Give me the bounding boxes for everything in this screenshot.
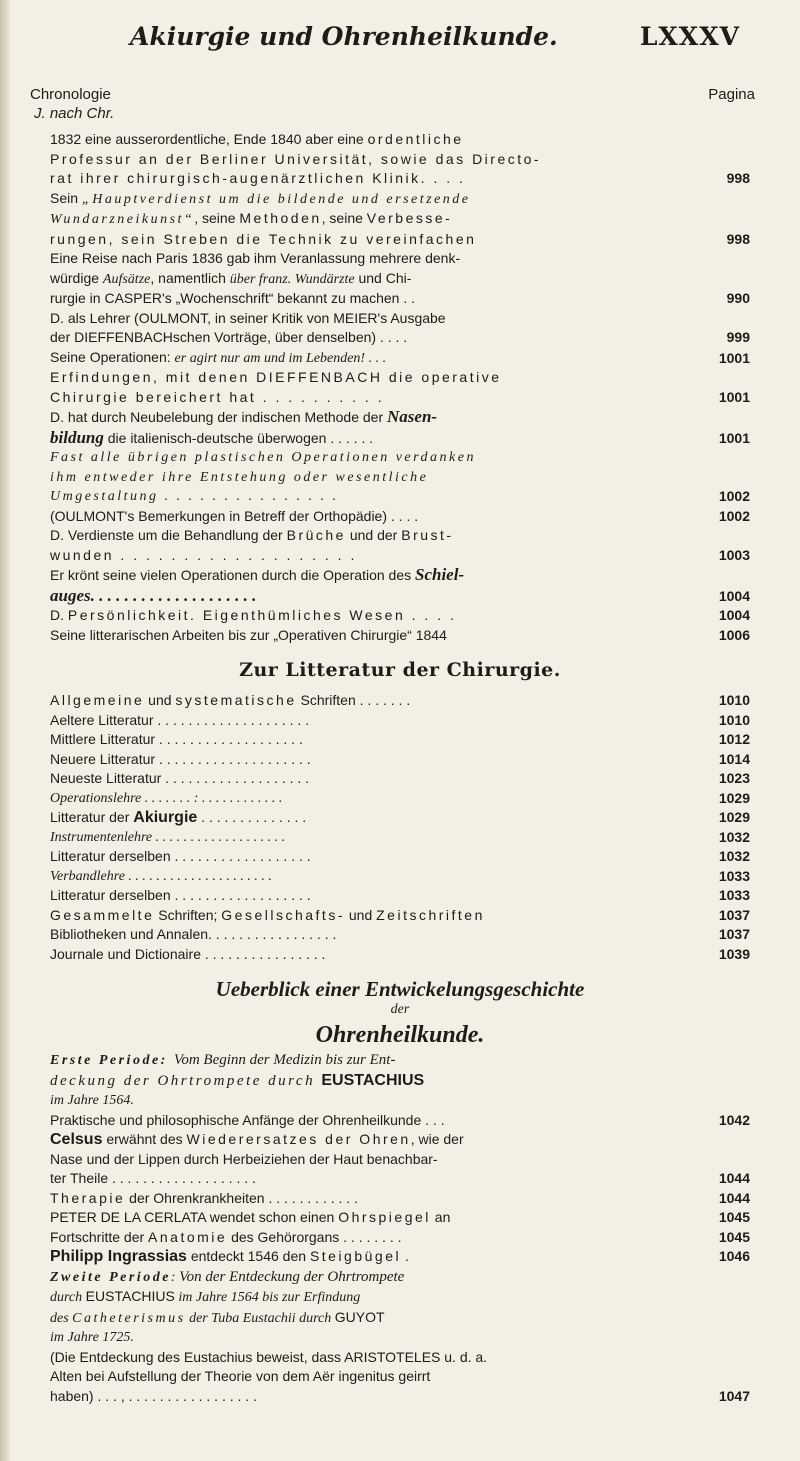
text-span: Litteratur derselben . . . . . . . . . . . . . . . . . . [50,887,311,903]
lit-item [50,789,750,809]
page-ref: 1039 [718,945,750,962]
page-ref: 1046 [718,1248,750,1264]
running-head-title: Akiurgie und Ohrenheilkunde. [130,22,558,51]
text-span: erwähnt des [102,1131,187,1147]
text-span: Zweite Periode [50,1269,171,1285]
text-span: Neuere Litteratur . . . . . . . . . . . . . . . . . . . . [50,750,311,767]
text-span: Eine Reise nach Paris 1836 gab ihm Veranlassung mehrere denk- [50,250,461,266]
toc-entry [50,1050,750,1111]
toc-entry [50,130,750,189]
lit-item [50,711,750,731]
page-ref: 999 [726,329,750,345]
toc-entry [50,448,750,507]
lit-item [50,691,750,711]
text-span: EUSTACHIUS [85,1288,175,1304]
text-span: haben) . . . , . . . . . . . . . . . . . . . . . [50,1387,257,1404]
text-span: Aufsätze [102,271,151,287]
text-span: würdige [50,269,103,286]
text-span: Erfindungen, mit denen DIEFFENBACH die operative [50,369,502,385]
text-span: die italienisch-deutsche überwogen . . . . . . [103,429,374,446]
text-span: , seine [321,210,367,226]
text-span: Verbandlehre . . . . . . . . . . . . . . . . . . . . . [50,868,272,884]
text-span: D. Verdienste um die Behandlung der [50,527,287,543]
text-span: : [170,1269,180,1285]
overview-heading: Ueberblick einer Entwickelungsgeschichte [215,977,585,1001]
toc-content [50,130,750,1406]
text-span: und [344,906,373,923]
text-span: D. als Lehrer (OULMONT, in seiner Kritik von MEIER's Ausgabe [50,309,446,326]
page-ref: 1042 [718,1111,750,1128]
text-span: ter Theile . . . . . . . . . . . . . . . . . . . [50,1170,256,1186]
text-span: des [50,1310,73,1326]
lit-item [50,906,750,926]
text-span: Von der Entdeckung der Ohrtrompete [179,1268,405,1285]
text-span: GUYOT [334,1308,385,1325]
text-span: deckung der Ohrtrompete durch [50,1072,322,1089]
text-span: Anatomie [148,1228,228,1245]
text-span: im Jahre 1564. [50,1093,134,1108]
text-span: , wie der [410,1131,464,1147]
text-span: Gesellschafts- [221,906,345,923]
page-ref: 1037 [718,926,750,942]
text-span: Aeltere Litteratur . . . . . . . . . . . . . . . . . . . . [50,711,310,728]
text-span: D. [50,607,68,623]
era-label: J. nach Chr. [34,105,115,122]
page-ref: 1001 [718,429,750,446]
text-span: und Chi- [354,269,412,286]
text-span: . [401,1248,409,1264]
text-span: systematische [175,692,297,708]
page-ref: 1033 [718,887,750,903]
text-span: , seine [194,210,240,226]
text-span: Seine litterarischen Arbeiten bis zur „Operativen Chirurgie“ 1844 [50,626,447,643]
text-span: Operationslehre . . . . . . . : . . . . . . . . . . . . [50,790,283,806]
text-span: Gesammelte [50,906,155,923]
text-span: an [430,1209,451,1225]
toc-entry [50,526,750,565]
page-ref: 1010 [718,692,750,708]
text-span: der Ohrenkrankheiten . . . . . . . . . . . . [125,1189,358,1206]
page-ref: 1006 [718,626,750,643]
text-span: Instrumentenlehre . . . . . . . . . . . . . . . . . . . [50,829,286,845]
page-ref: 1014 [718,750,750,767]
page-ref: 1029 [718,789,750,806]
text-span: Methoden [239,210,322,226]
text-span: Wiederersatzes der Ohren [186,1131,411,1147]
page-ref: 1044 [718,1170,750,1186]
toc-entry [50,1348,750,1407]
text-span: im Jahre 1564 bis zur Erfindung [174,1290,361,1305]
toc-entry [50,1228,750,1248]
page-ref: 998 [726,230,750,247]
page-ref: 1002 [718,507,750,524]
text-span: (Die Entdeckung des Eustachius beweist, dass ARISTOTELES u. d. a. [50,1348,488,1365]
page-ref: 1010 [718,711,750,728]
lit-item [50,886,750,906]
text-span: durch [50,1290,86,1305]
lit-item [50,750,750,770]
text-span: ordentliche [367,131,464,147]
text-span: der DIEFFENBACHschen Vorträge, über denselben) . . . . [50,329,408,345]
page-ref: 1045 [718,1209,750,1225]
text-span: Umgestaltung . . . . . . . . . . . . . . . [50,489,339,504]
toc-entry [50,626,750,646]
text-span: Ohrspiegel [338,1209,431,1225]
toc-entry [50,565,750,606]
toc-entry [50,249,750,309]
text-span: Brüche [286,527,346,543]
text-span: Er krönt seine vielen Operationen durch die Operation des [50,567,415,583]
text-span: Neueste Litteratur . . . . . . . . . . . . . . . . . . . [50,770,310,786]
text-span: der Tuba Eustachii durch [185,1310,335,1326]
running-head-page-number: LXXXV [639,22,740,51]
text-span: Chirurgie bereichert hat . . . . . . . . . . [50,388,385,405]
text-span: Verbesse- [366,210,453,226]
page-ref: 1001 [718,349,750,366]
text-span: , namentlich [150,269,230,286]
page-ref: 1044 [718,1189,750,1206]
text-span: D. hat durch Neubelebung der indischen Methode der [50,409,387,425]
chronologie-label: Chronologie [30,86,111,103]
page-ref: 1003 [718,546,750,563]
page-ref: 1045 [718,1228,750,1245]
text-span: Sein [50,189,82,206]
toc-entry [50,348,750,369]
text-span: bildung [50,427,104,447]
pagina-label: Pagina [708,86,755,103]
running-head [90,22,740,58]
text-span: Celsus [50,1131,103,1148]
toc-entry [50,189,750,250]
text-span: „Hauptverdienst um die bildende und ersetzende [81,191,471,207]
text-span: im Jahre 1725. [50,1330,134,1345]
toc-entry [50,309,750,348]
text-span: Catheterismus [72,1310,186,1326]
page-ref: 1001 [718,388,750,405]
text-span: Erste Periode: [50,1053,174,1068]
text-span: rat ihrer chirurgisch-augenärztlichen Klinik. . . . [50,170,466,186]
toc-entry [50,1247,750,1267]
page-ref: 1037 [718,906,750,923]
text-span: Nasen- [387,407,438,426]
text-span: des Gehörorgans . . . . . . . . [227,1228,402,1245]
text-span: Journale und Dictionaire . . . . . . . . . . . . . . . . [50,945,326,962]
lit-item [50,925,750,945]
text-span: wunden . . . . . . . . . . . . . . . . . . . [50,546,357,563]
toc-entry [50,407,750,448]
lit-item [50,828,750,848]
page-ref: 1004 [718,587,750,604]
text-span: und [144,692,176,708]
text-span: Professur an der Berliner Universität, sowie das Directo- [50,150,542,167]
text-span: PETER DE LA CERLATA wendet schon einen [50,1209,339,1225]
text-span: und der [345,527,402,543]
toc-entry [50,507,750,527]
text-span: Litteratur derselben . . . . . . . . . . . . . . . . . . [50,848,311,864]
page-ref: 1029 [718,809,750,825]
page-ref: 1033 [718,867,750,884]
page-ref: 1047 [718,1387,750,1404]
text-span: ihm entweder ihre Entstehung oder wesentliche [50,469,429,485]
toc-entry [50,1130,750,1189]
text-span: Nase und der Lippen durch Herbeiziehen der Haut benachbar- [50,1150,438,1167]
text-span: Persönlichkeit. Eigenthümliches Wesen . . . . [67,607,457,623]
text-span: er agirt nur am und im Lebenden! . . . [174,350,387,366]
literature-list [50,691,750,964]
lit-item [50,769,750,789]
lit-item [50,945,750,965]
page-ref: 998 [726,170,750,186]
text-span: Philipp Ingrassias [50,1248,187,1265]
text-span: Akiurgie [133,809,198,826]
text-span: Bibliotheken und Annalen. . . . . . . . . . . . . . . . . [50,926,337,942]
text-span: Schriften . . . . . . . [296,692,411,708]
lit-item [50,847,750,867]
text-span: Mittlere Litteratur . . . . . . . . . . . . . . . . . . . [50,731,303,747]
text-span: rurgie in CASPER's „Wochenschrift“ bekannt zu machen . . [50,290,416,306]
text-span: EUSTACHIUS [321,1071,425,1089]
page-ref: 1002 [718,488,750,504]
toc-entry [50,1208,750,1228]
text-span: Litteratur der [50,809,134,825]
text-span: Brust- [401,527,454,543]
text-span: Praktische und philosophische Anfänge der Ohrenheilkunde . . . [50,1111,445,1128]
page-ref: 1032 [718,848,750,864]
page-ref: 1023 [718,770,750,786]
page-ref: 1012 [718,731,750,747]
text-span: Alten bei Aufstellung der Theorie von dem Aër ingenitus geirrt [50,1368,431,1384]
page-ref: 990 [726,290,750,306]
text-span: Fast alle übrigen plastischen Operationen verdanken [50,450,476,465]
text-span: Schriften; [154,906,222,923]
text-span: Seine Operationen: [50,348,175,365]
toc-entry [50,1189,750,1209]
text-span: (OULMONT's Bemerkungen in Betreff der Orthopädie) . . . . [50,507,419,524]
overview-subject: Ohrenheilkunde. [315,1022,485,1048]
toc-entry [50,1111,750,1131]
overview-der: der [390,1002,410,1017]
toc-entry [50,368,750,407]
text-span: rungen, sein Streben die Technik zu vereinfachen [50,230,477,247]
text-span: 1832 eine ausserordentliche, Ende 1840 aber eine [50,131,368,147]
text-span: Schiel- [415,565,465,584]
page-ref: 1032 [718,828,750,845]
text-span: Zeitschriften [376,906,485,923]
page-spine-shadow [0,0,10,1461]
text-span: Wundarzneikunst“ [50,212,195,227]
text-span: Steigbügel [309,1248,402,1264]
toc-entry [50,1267,750,1348]
lit-item [50,808,750,828]
text-span: . . . . . . . . . . . . . . [197,809,307,825]
lit-item [50,867,750,887]
section-heading-literature: Zur Litteratur der Chirurgie. [239,659,561,681]
toc-entry [50,606,750,626]
column-labels [30,86,755,122]
lit-item [50,730,750,750]
text-span: Allgemeine [50,692,145,708]
text-span: Vom Beginn der Medizin bis zur Ent- [173,1052,396,1068]
text-span: entdeckt 1546 den [186,1248,310,1264]
text-span: auges. . . . . . . . . . . . . . . . . . . . [50,585,257,605]
text-span: Therapie [50,1189,126,1206]
text-span: Fortschritte der [50,1228,149,1245]
text-span: über franz. Wundärzte [229,271,355,287]
page-ref: 1004 [718,607,750,623]
